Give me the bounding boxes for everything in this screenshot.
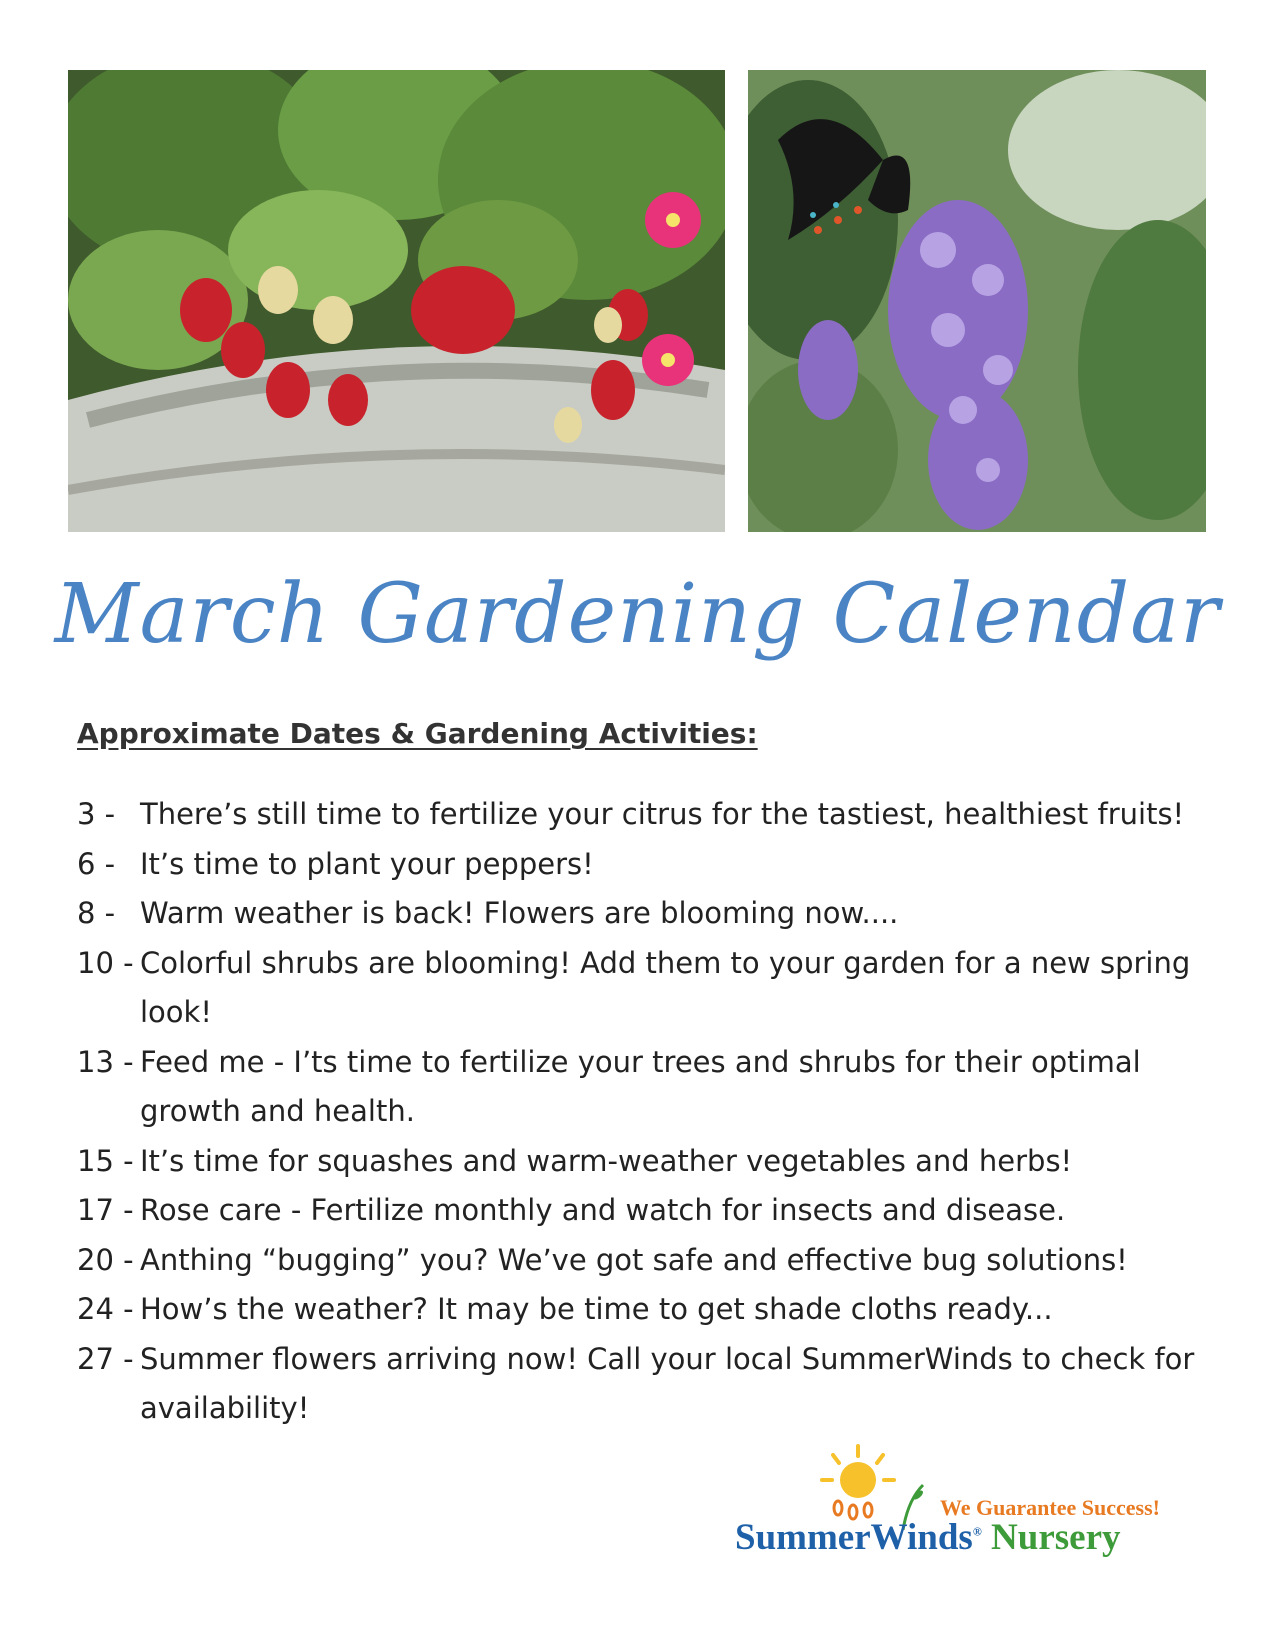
list-item [77, 1038, 1217, 1137]
activity-text: Anthing “bugging” you? We’ve got safe and effective bug solutions! [140, 1242, 1128, 1277]
activity-text: There’s still time to fertilize your citrus for the tastiest, healthiest fruits! [140, 797, 1185, 831]
butterfly-wisteria-photo [748, 70, 1206, 532]
activity-text: Summer flowers arriving now! Call your local SummerWinds to check for availability! [140, 1341, 1195, 1425]
logo-tagline: We Guarantee Success! [940, 1495, 1160, 1520]
list-item [77, 1186, 1217, 1236]
activity-date: 8 - [77, 896, 116, 930]
registered-mark: ® [972, 1524, 982, 1539]
list-item [77, 1236, 1217, 1286]
activity-date: 20 - [77, 1242, 134, 1277]
activity-date: 6 - [77, 846, 116, 881]
brand-nursery: Nursery [991, 1517, 1121, 1558]
activity-text: Warm weather is back! Flowers are blooming now.... [140, 896, 899, 930]
activity-date: 15 - [77, 1143, 134, 1178]
brand-summer: Summer [735, 1517, 871, 1558]
list-item [77, 939, 1217, 1038]
strawberry-urn-photo [68, 70, 725, 532]
activity-date: 10 - [77, 945, 134, 980]
list-item [77, 889, 1217, 939]
activity-text: Feed me - I’ts time to fertilize your trees and shrubs for their optimal growth and health. [140, 1044, 1141, 1128]
list-item [77, 840, 1217, 890]
list-item [77, 790, 1217, 840]
activity-text: How’s the weather? It may be time to get shade cloths ready... [140, 1292, 1053, 1326]
list-item [77, 1335, 1217, 1434]
section-heading: Approximate Dates & Gardening Activities: [77, 717, 758, 750]
activity-text: It’s time to plant your peppers! [140, 846, 594, 881]
activity-text: Colorful shrubs are blooming! Add them to your garden for a new spring look! [140, 945, 1191, 1029]
list-item [77, 1285, 1217, 1335]
activity-date: 17 - [77, 1193, 134, 1227]
activity-date: 24 - [77, 1292, 134, 1326]
list-item [77, 1137, 1217, 1187]
activity-text: Rose care - Fertilize monthly and watch for insects and disease. [140, 1193, 1066, 1227]
activity-date: 27 - [77, 1341, 134, 1376]
page-title: March Gardening Calendar [54, 567, 1221, 662]
activity-date: 13 - [77, 1044, 134, 1079]
brand-winds: Winds [870, 1517, 973, 1558]
activity-text: It’s time for squashes and warm-weather vegetables and herbs! [140, 1143, 1073, 1178]
activity-list [77, 790, 1217, 1434]
activity-date: 3 - [77, 797, 116, 831]
brand-logo [735, 1516, 1121, 1559]
